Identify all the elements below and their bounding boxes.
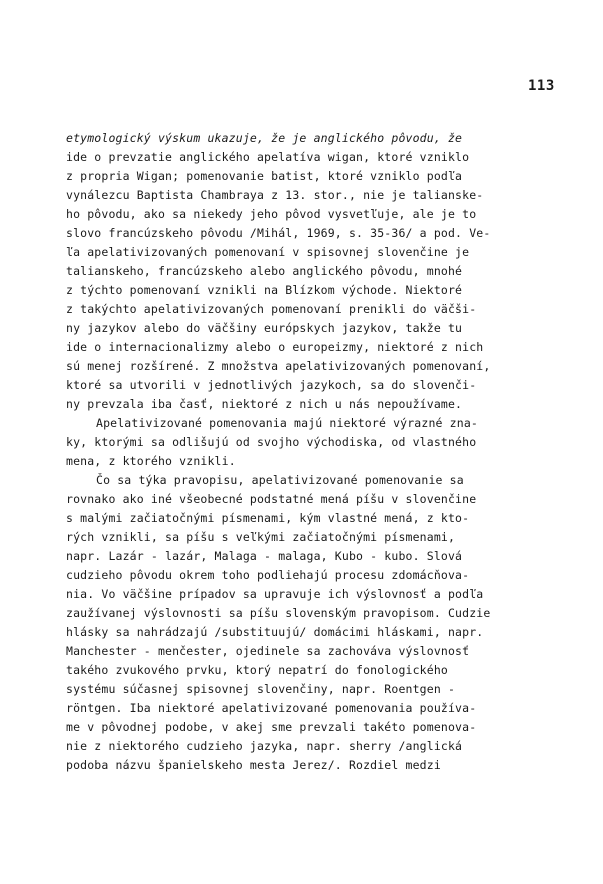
text-line: röntgen. Iba niektoré apelativizované pomenovania používa- [66, 701, 477, 715]
text-line: rých vznikli, sa píšu s veľkými začiatočnými písmenami, [66, 530, 456, 544]
text-line: sú menej rozšírené. Z množstva apelativizovaných pomenovaní, [66, 359, 491, 373]
text-line: z týchto pomenovaní vznikli na Blízkom východe. Niektoré [66, 283, 463, 297]
text-line: ide o internacionalizmy alebo o europeizmy, niektoré z nich [66, 340, 484, 354]
text-line: cudzieho pôvodu okrem toho podliehajú procesu zdomácňova- [66, 568, 470, 582]
text-line: hlásky sa nahrádzajú /substituujú/ domácimi hláskami, napr. [66, 625, 484, 639]
text-line: vynálezcu Baptista Chambraya z 13. stor., nie je talianske- [66, 188, 484, 202]
text-line: me v pôvodnej podobe, v akej sme prevzali takéto pomenova- [66, 720, 477, 734]
text-line: ktoré sa utvorili v jednotlivých jazykoch, sa do slovenči- [66, 378, 477, 392]
text-line: rovnako ako iné všeobecné podstatné mená píšu v slovenčine [66, 492, 477, 506]
text-line: mena, z ktorého vznikli. [66, 454, 236, 468]
text-line: ny jazykov alebo do väčšiny európskych jazykov, takže tu [66, 321, 463, 335]
page-number: 113 [528, 78, 555, 94]
text-line: nie z niektorého cudzieho jazyka, napr. sherry /anglická [66, 739, 463, 753]
body-text [66, 129, 556, 775]
text-line: Manchester - menčester, ojedinele sa zachováva výslovnosť [66, 644, 470, 658]
text-line: systému súčasnej spisovnej slovenčiny, napr. Roentgen - [66, 682, 456, 696]
text-line: etymologický výskum ukazuje, že je anglického pôvodu, že [66, 131, 463, 145]
text-line: slovo francúzskeho pôvodu /Mihál, 1969, s. 35-36/ a pod. Ve- [66, 226, 491, 240]
text-line: ide o prevzatie anglického apelatíva wigan, ktoré vzniklo [66, 150, 470, 164]
text-line: ľa apelativizovaných pomenovaní v spisovnej slovenčine je [66, 245, 470, 259]
text-line: ny prevzala iba časť, niektoré z nich u nás nepoužívame. [66, 397, 463, 411]
text-line: ho pôvodu, ako sa niekedy jeho pôvod vysvetľuje, ale je to [66, 207, 477, 221]
text-line: nia. Vo väčšine prípadov sa upravuje ich výslovnosť a podľa [66, 587, 484, 601]
text-line: podoba názvu španielskeho mesta Jerez/. Rozdiel medzi [66, 758, 441, 772]
text-line: takého zvukového prvku, ktorý nepatrí do fonologického [66, 663, 448, 677]
text-line: talianskeho, francúzskeho alebo anglického pôvodu, mnohé [66, 264, 463, 278]
text-line: z takýchto apelativizovaných pomenovaní prenikli do väčši- [66, 302, 477, 316]
text-line: ky, ktorými sa odlišujú od svojho východiska, od vlastného [66, 435, 477, 449]
text-line: Čo sa týka pravopisu, apelativizované pomenovanie sa [96, 473, 464, 487]
text-line: napr. Lazár - lazár, Malaga - malaga, Kubo - kubo. Slová [66, 549, 463, 563]
text-line: zaužívanej výslovnosti sa píšu slovenským pravopisom. Cudzie [66, 606, 491, 620]
text-line: Apelativizované pomenovania majú niektoré výrazné zna- [96, 416, 478, 430]
text-line: z propria Wigan; pomenovanie batist, ktoré vzniklo podľa [66, 169, 463, 183]
text-line: s malými začiatočnými písmenami, kým vlastné mená, z kto- [66, 511, 470, 525]
